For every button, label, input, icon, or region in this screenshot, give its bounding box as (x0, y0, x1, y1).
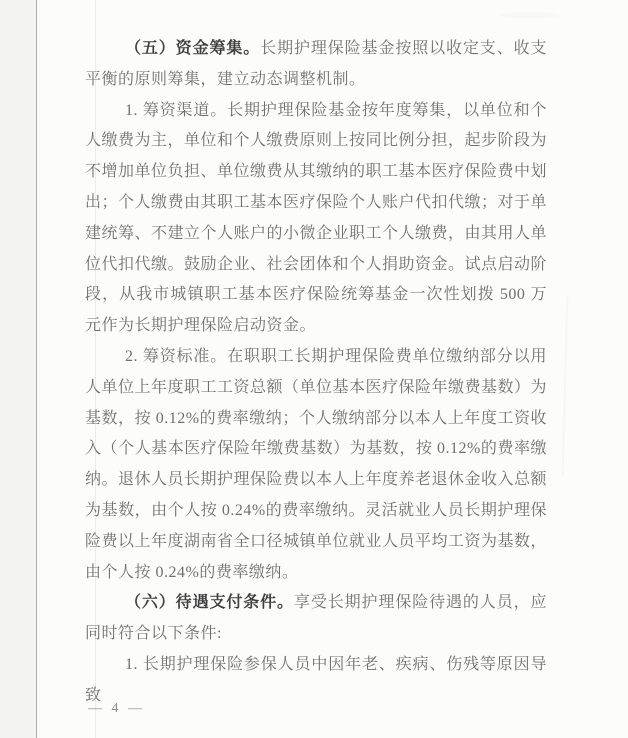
scan-smudge (562, 295, 569, 475)
paragraph-benefit-conditions-heading (85, 588, 547, 650)
scan-fold-line (36, 0, 37, 738)
page-number: — 4 — (88, 701, 145, 716)
section-heading-6: （六）待遇支付条件。 (125, 594, 294, 612)
paragraph-funding-channels (85, 96, 547, 342)
paragraph-text: 2. 筹资标准。在职职工长期护理保险费单位缴纳部分以用人单位上年度职工工资总额（单位基本医疗保险年缴费基数）为基数，按 0.12%的费率缴纳；个人缴纳部分以本人上年度工资收入（个人基本医疗保险年缴费基数）为基数，按 0.12%的费率缴纳。退休人员长期护理保险费以本人上年度养老退休金收入总额为基数，由个人按 0.24%的费率缴纳。灵活就业人员长期护理保险费以上年度湖南省全口径城镇单位就业人员平均工资为基数，由个人按 0.24%的费率缴纳。 (85, 347, 548, 581)
scan-smudge (500, 12, 560, 18)
document-body (85, 34, 547, 712)
paragraph-funding-raising-heading (85, 34, 547, 96)
section-heading-5: （五）资金筹集。 (125, 40, 261, 57)
paragraph-text: 1. 长期护理保险参保人员中因年老、疾病、伤残等原因导致 (85, 655, 547, 704)
paragraph-condition-1 (85, 650, 547, 712)
paragraph-funding-standards (85, 342, 547, 588)
scan-edge-strip (0, 0, 36, 738)
paragraph-text: 享受长期护理保险待遇的人员，应同时符合以下条件: (85, 594, 547, 643)
paragraph-text: 长期护理保险基金按照以收定支、收支平衡的原则筹集，建立动态调整机制。 (85, 40, 547, 88)
paragraph-text: 1. 筹资渠道。长期护理保险基金按年度筹集，以单位和个人缴费为主，单位和个人缴费原则上按同比例分担，起步阶段为不增加单位负担、单位缴费从其缴纳的职工基本医疗保险费中划出；个人缴费由其职工基本医疗保险个人账户代扣代缴；对于单建统筹、不建立个人账户的小微企业职工个人缴费，由其用人单位代扣代缴。鼓励企业、社会团体和个人捐助资金。试点启动阶段，从我市城镇职工基本医疗保险统筹基金一次性划拨 500 万元作为长期护理保险启动资金。 (85, 101, 548, 335)
